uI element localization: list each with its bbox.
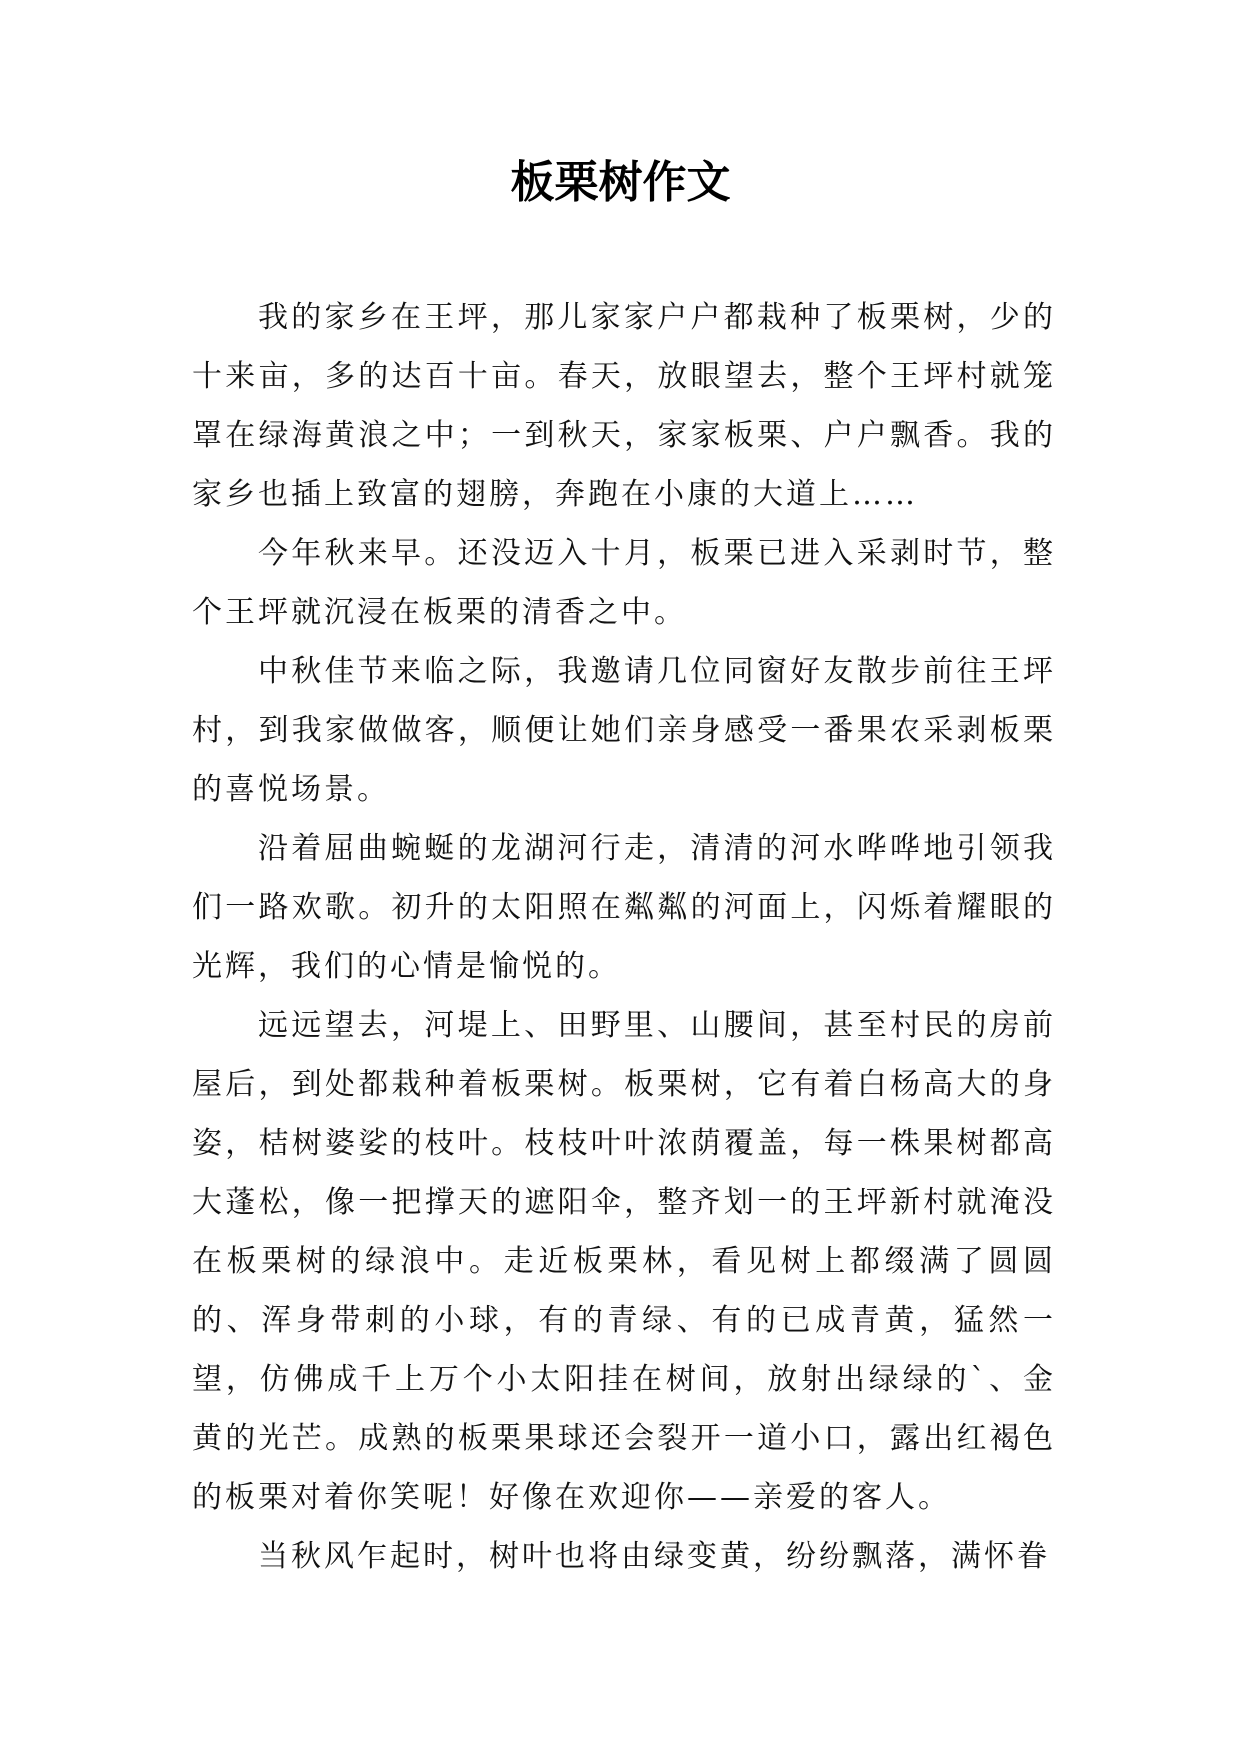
paragraph: 当秋风乍起时，树叶也将由绿变黄，纷纷飘落，满怀眷 [258, 1539, 1050, 1574]
paragraph: 沿着屈曲蜿蜒的龙湖河行走，清清的河水哗哗地引领我们一路欢歌。初升的太阳照在粼粼的河面上，闪烁着耀眼的光辉，我们的心情是愉悦的。 [192, 831, 1056, 984]
paragraph: 我的家乡在王坪，那儿家家户户都栽种了板栗树，少的十来亩，多的达百十亩。春天，放眼望去，整个王坪村就笼罩在绿海黄浪之中；一到秋天，家家板栗、户户飘香。我的家乡也插上致富的翅膀，奔跑在小康的大道上…… [192, 300, 1056, 512]
document-title: 板栗树作文 [510, 157, 731, 208]
paragraph: 中秋佳节来临之际，我邀请几位同窗好友散步前往王坪村，到我家做做客，顺便让她们亲身感受一番果农采剥板栗的喜悦场景。 [192, 654, 1056, 807]
paragraph: 远远望去，河堤上、田野里、山腰间，甚至村民的房前屋后，到处都栽种着板栗树。板栗树，它有着白杨高大的身姿，桔树婆娑的枝叶。枝枝叶叶浓荫覆盖，每一株果树都高大蓬松，像一把撑天的遮阳伞，整齐划一的王坪新村就淹没在板栗树的绿浪中。走近板栗林，看见树上都缀满了圆圆的、浑身带刺的小球，有的青绿、有的已成青黄，猛然一望，仿佛成千上万个小太阳挂在树间，放射出绿绿的`、金黄的光芒。成熟的板栗果球还会裂开一道小口，露出红褐色的板栗对着你笑呢！好像在欢迎你——亲爱的客人。 [192, 1008, 1056, 1515]
paragraph: 今年秋来早。还没迈入十月，板栗已进入采剥时节，整个王坪就沉浸在板栗的清香之中。 [192, 536, 1056, 630]
document-body [192, 288, 1056, 1586]
